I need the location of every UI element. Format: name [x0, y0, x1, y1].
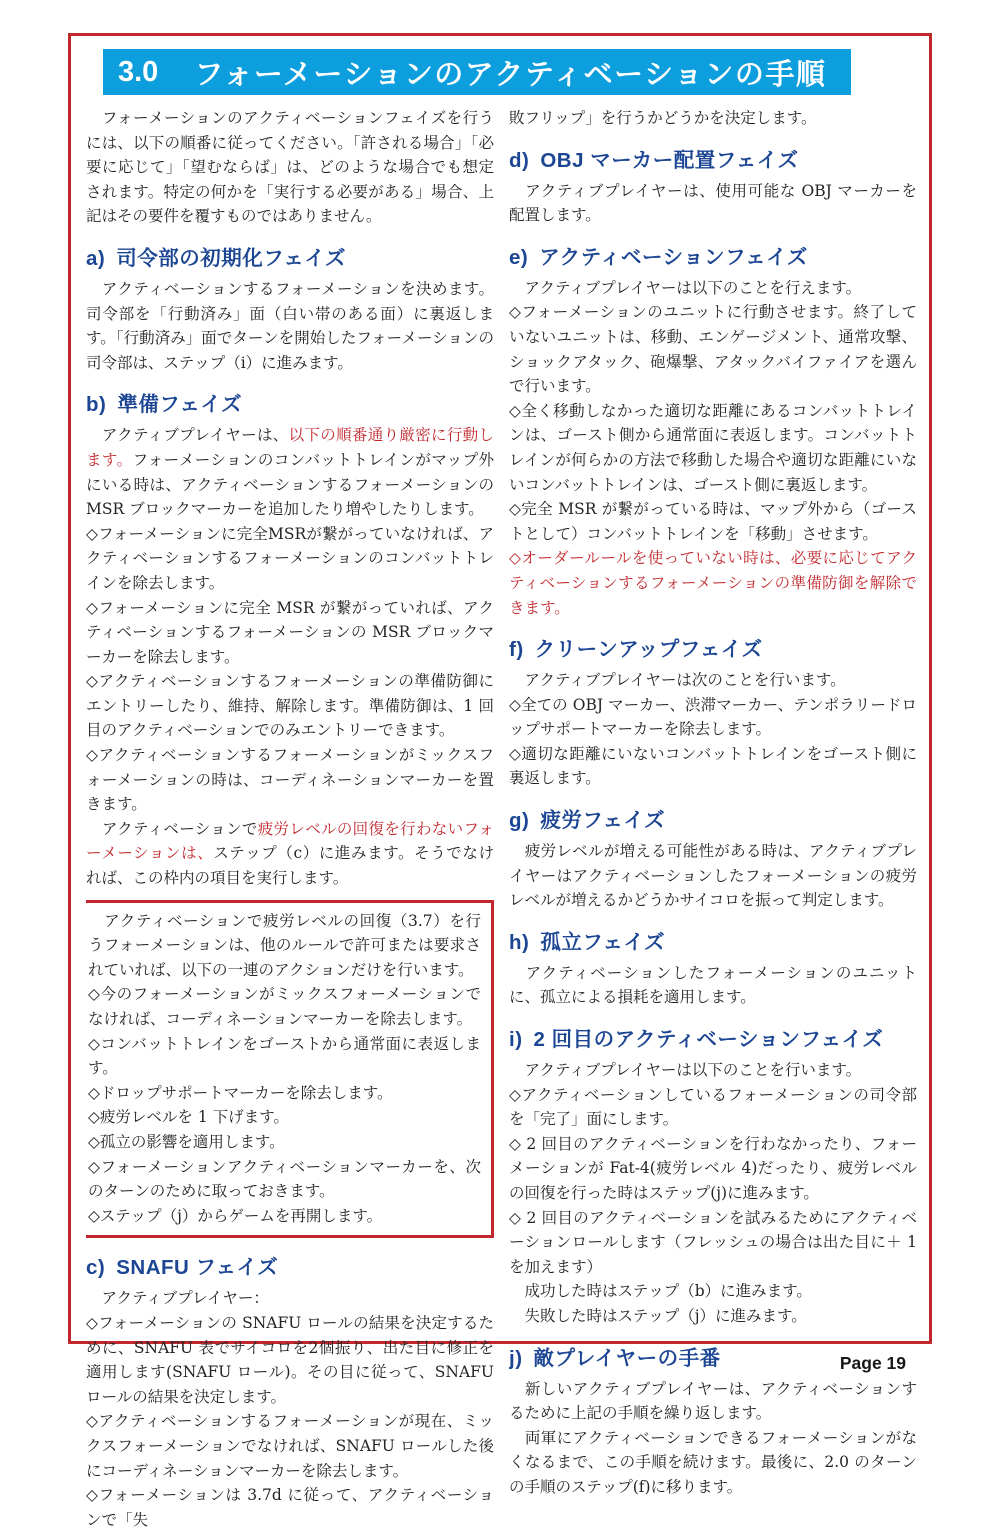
paragraph	[86, 1286, 494, 1311]
paragraph	[509, 693, 917, 742]
paragraph	[86, 1409, 494, 1483]
paragraph	[86, 423, 494, 521]
paragraph	[509, 1304, 917, 1329]
section-title-text: 孤立フェイズ	[540, 930, 666, 954]
section-letter: f)	[509, 638, 524, 662]
paragraph	[88, 982, 481, 1031]
body-text: ◇アクティベーションするフォーメーションの準備防御にエントリーしたり、維持、解除します。準備防御は、1 回目のアクティベーションでのみエントリーできます。	[86, 672, 494, 740]
page-title: フォーメーションのアクティベーションの手順	[194, 58, 827, 91]
body-text: アクティブプレイヤー：	[86, 1289, 269, 1308]
paragraph	[509, 276, 917, 301]
paragraph	[88, 1155, 481, 1204]
section-letter: h)	[509, 930, 530, 954]
body-text: アクティベーションするフォーメーションを決めます。司令部を「行動済み」面（白い帯のある面）に裏返します。「行動済み」面でターンを開始したフォーメーションの司令部は、ステップ（i）に進みます。	[86, 279, 494, 372]
body-text: ◇全ての OBJ マーカー、渋滞マーカー、テンポラリードロップサポートマーカーを除去します。	[509, 695, 917, 739]
body-text: アクティブプレイヤーは、	[86, 426, 289, 445]
section-title-text: アクティベーションフェイズ	[539, 245, 808, 269]
section-letter: g)	[509, 809, 530, 833]
body-text: ◇フォーメーションのユニットに行動させます。終了していないユニットは、移動、エンゲージメント、通常攻撃、ショックアタック、砲爆撃、アタックバイファイアを選んで行います。	[509, 303, 917, 396]
paragraph	[86, 743, 494, 817]
paragraph	[509, 300, 917, 398]
paragraph	[509, 399, 917, 497]
section-title-text: SNAFU フェイズ	[116, 1256, 279, 1280]
section-heading-a	[86, 246, 494, 272]
body-text: ステップ（c）に進みます。そうでなければ、この枠内の項目を実行します。	[86, 844, 494, 888]
body-text: ◇アクティベーションするフォーメーションが現在、ミックスフォーメーションでなければ、SNAFU ロールした後にコーディネーションマーカーを除去します。	[86, 1412, 494, 1480]
body-text: ◇アクティベーションしているフォーメーションの司令部を「完了」面にします。	[509, 1085, 917, 1129]
two-column-layout	[71, 95, 929, 1532]
body-text: ◇フォーメーションに完全 MSR が繋がっていれば、アクティベーションするフォーメーションの MSR ブロックマーカーを除去します。	[86, 598, 494, 666]
section-title-text: 司令部の初期化フェイズ	[116, 246, 347, 270]
body-text: ◇適切な距離にいないコンバットトレインをゴースト側に裏返します。	[509, 744, 917, 788]
body-text: ◇ 2 回目のアクティベーションを行わなかったり、フォーメーションが Fat-4(疲労レベル 4)だったり、疲労レベルの回復を行った時はステップ(j)に進みます。	[509, 1134, 917, 1202]
body-text: ◇コンバットトレインをゴーストから通常面に表返します。	[88, 1034, 481, 1078]
paragraph	[509, 742, 917, 791]
body-text: ◇フォーメーションに完全MSRが繋がっていなければ、アクティベーションするフォーメーションのコンバットトレインを除去します。	[86, 524, 494, 592]
section-heading-f	[509, 637, 917, 663]
body-text: ◇フォーメーションアクティベーションマーカーを、次のターンのために取っておきます。	[88, 1157, 481, 1201]
paragraph	[88, 1081, 481, 1106]
paragraph	[509, 546, 917, 620]
section-heading-c	[86, 1255, 494, 1281]
body-text: アクティブプレイヤーは以下のことを行えます。	[509, 278, 862, 297]
section-letter: i)	[509, 1028, 523, 1052]
body-text: ◇フォーメーションの SNAFU ロールの結果を決定するために、SNAFU 表でサイコロを2個振り、出た目に修正を適用します(SNAFU ロール)。その目に従って、SNAFU ロールの結果を決定します。	[86, 1313, 494, 1406]
section-letter: d)	[509, 148, 530, 172]
section-letter: c)	[86, 1256, 106, 1280]
paragraph	[509, 497, 917, 546]
body-text: アクティベーションで	[86, 819, 258, 838]
paragraph	[509, 179, 917, 228]
section-heading-b	[86, 392, 494, 418]
section-title-text: 疲労フェイズ	[540, 809, 666, 833]
paragraph	[88, 1032, 481, 1081]
paragraph	[509, 961, 917, 1010]
column-left	[86, 106, 494, 1532]
body-text: フォーメーションのアクティベーションフェイズを行うには、以下の順番に従ってください。「許される場合」「必要に応じて」「望むならば」は、どのような場合でも想定されます。特定の何かを「実行する必要がある」場合、上記はその要件を覆すものではありません。	[86, 109, 494, 226]
body-text: アクティブプレイヤーは、使用可能な OBJ マーカーを配置します。	[509, 181, 917, 225]
paragraph	[509, 1058, 917, 1083]
body-text: 疲労レベルが増える可能性がある時は、アクティブプレイヤーはアクティベーションしたフォーメーションの疲労レベルが増えるかどうかサイコロを振って判定します。	[509, 842, 917, 910]
body-text: 新しいアクティブプレイヤーは、アクティベーションするために上記の手順を繰り返します。	[509, 1379, 917, 1423]
section-title-text: 敵プレイヤーの手番	[533, 1346, 721, 1370]
fatigue-recovery-highlight-box	[86, 900, 494, 1239]
section-number: 3.0	[118, 55, 159, 88]
body-text: アクティブプレイヤーは次のことを行います。	[509, 671, 846, 690]
paragraph	[509, 106, 917, 131]
body-text: ◇孤立の影響を適用します。	[88, 1132, 285, 1151]
body-text: アクティベーションで疲労レベルの回復（3.7）を行うフォーメーションは、他のルールで許可または要求されていれば、以下の一連のアクションだけを行います。	[88, 911, 481, 979]
section-title-banner	[103, 49, 851, 95]
body-text: ◇完全 MSR が繋がっている時は、マップ外から（ゴーストとして）コンバットトレインを「移動」させます。	[509, 500, 917, 543]
section-heading-d	[509, 148, 917, 174]
paragraph	[509, 839, 917, 913]
paragraph	[88, 909, 481, 983]
paragraph	[86, 1311, 494, 1409]
section-heading-e	[509, 245, 917, 271]
paragraph	[509, 668, 917, 693]
body-text: ◇今のフォーメーションがミックスフォーメーションでなければ、コーディネーションマーカーを除去します。	[88, 985, 481, 1028]
body-text: フォーメーションのコンバットトレインがマップ外にいる時は、アクティベーションするフォーメーションの MSR ブロックマーカーを追加したり増やしたりします。	[86, 450, 494, 519]
section-title-text: クリーンアップフェイズ	[534, 638, 763, 662]
section-letter: j)	[509, 1346, 523, 1370]
emphasis-red-text: ◇オーダールールを使っていない時は、必要に応じてアクティベーションするフォーメーションの準備防御を解除できます。	[509, 549, 917, 617]
paragraph	[86, 277, 494, 375]
paragraph	[509, 1426, 917, 1500]
section-heading-h	[509, 930, 917, 956]
section-title-text: OBJ マーカー配置フェイズ	[540, 148, 799, 172]
paragraph	[88, 1130, 481, 1155]
paragraph	[86, 1483, 494, 1532]
page-number: Page 19	[839, 1353, 906, 1373]
section-letter: b)	[86, 393, 107, 417]
paragraph	[509, 1083, 917, 1132]
body-text: アクティベーションしたフォーメーションのユニットに、孤立による損耗を適用します。	[509, 963, 917, 1007]
paragraph	[88, 1204, 481, 1229]
section-letter: e)	[509, 245, 529, 269]
emphasis-red-text: 以下の順番通り厳密に行動します。	[86, 426, 494, 469]
body-text: ◇フォーメーションは 3.7d に従って、アクティベーションで「失	[86, 1486, 494, 1529]
paragraph	[509, 1279, 917, 1304]
body-text: 敗フリップ」を行うかどうかを決定します。	[509, 109, 817, 127]
body-text: 両軍にアクティベーションできるフォーメーションがなくなるまで、この手順を続けます。最後に、2.0 のターンの手順のステップ(f)に移ります。	[509, 1428, 917, 1496]
body-text: 失敗した時はステップ（j）に進みます。	[509, 1306, 807, 1325]
body-text: ◇疲労レベルを 1 下げます。	[88, 1108, 289, 1127]
body-text: ◇ドロップサポートマーカーを除去します。	[88, 1083, 393, 1102]
body-text: ◇アクティベーションするフォーメーションがミックスフォーメーションの時は、コーディネーションマーカーを置きます。	[86, 746, 494, 814]
paragraph	[509, 1377, 917, 1426]
emphasis-red-text: 疲労レベルの回復を行わないフォーメーションは、	[86, 819, 494, 863]
section-heading-g	[509, 808, 917, 834]
body-text: ◇ステップ（j）からゲームを再開します。	[88, 1206, 383, 1225]
column-right	[509, 106, 917, 1532]
body-text: アクティブプレイヤーは以下のことを行います。	[509, 1061, 862, 1080]
body-text: ◇全く移動しなかった適切な距離にあるコンバットトレインは、ゴースト側から通常面に表返します。コンバットトレインが何らかの方法で移動した場合や適切な距離にいないコンバットトレインは、ゴースト側に裏返します。	[509, 401, 917, 494]
section-heading-i	[509, 1027, 917, 1053]
section-title-text: 準備フェイズ	[117, 393, 243, 417]
paragraph	[88, 1105, 481, 1130]
paragraph	[509, 1206, 917, 1280]
section-letter: a)	[86, 246, 106, 270]
paragraph	[86, 596, 494, 670]
paragraph	[86, 817, 494, 891]
paragraph	[86, 522, 494, 596]
paragraph	[86, 669, 494, 743]
body-text: 成功した時はステップ（b）に進みます。	[509, 1282, 812, 1301]
section-title-text: 2 回目のアクティベーションフェイズ	[533, 1028, 884, 1052]
paragraph	[509, 1132, 917, 1206]
body-text: ◇ 2 回目のアクティベーションを試みるためにアクティベーションロールします（フレッシュの場合は出た目に＋ 1 を加えます）	[509, 1208, 917, 1276]
paragraph	[86, 106, 494, 229]
